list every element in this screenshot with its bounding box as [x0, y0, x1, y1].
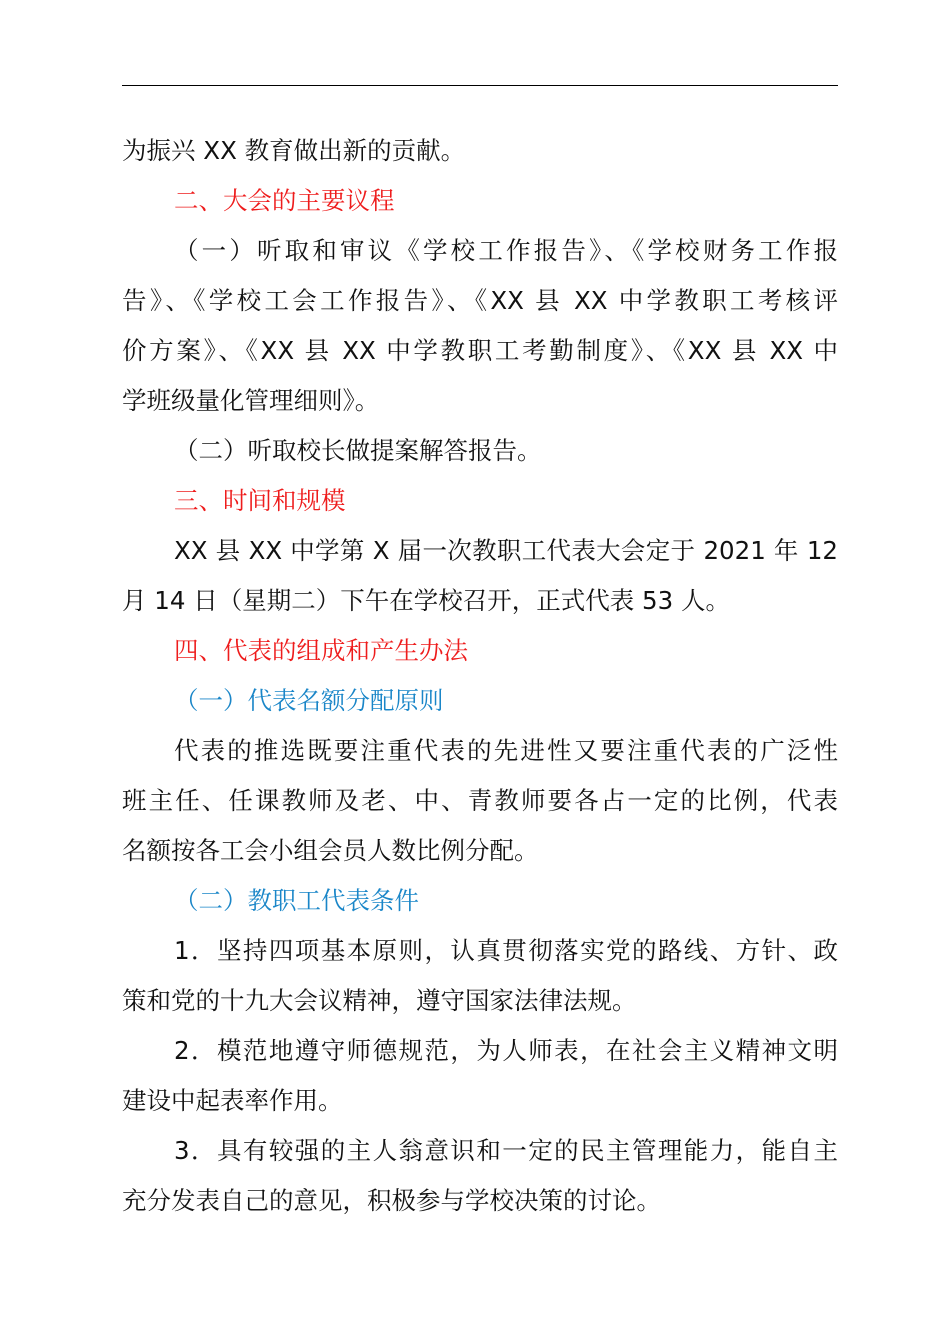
- header-rule: [122, 85, 838, 86]
- quota-line-1: 代表的推选既要注重代表的先进性又要注重代表的广泛性: [174, 736, 838, 765]
- agenda-item-2: （二）听取校长做提案解答报告。: [174, 436, 542, 465]
- agenda-item-1-line-4: 学班级量化管理细则》。: [122, 386, 380, 415]
- condition-1-line-2: 策和党的十九大会议精神，遵守国家法律法规。: [122, 986, 637, 1015]
- condition-2-line-2: 建设中起表率作用。: [122, 1086, 343, 1115]
- condition-3-line-1: 3．具有较强的主人翁意识和一定的民主管理能力，能自主: [174, 1136, 838, 1165]
- quota-line-2: 班主任、任课教师及老、中、青教师要各占一定的比例，代表: [122, 786, 838, 815]
- condition-2-line-1: 2．模范地遵守师德规范，为人师表，在社会主义精神文明: [174, 1036, 838, 1065]
- condition-3-line-2: 充分发表自己的意见，积极参与学校决策的讨论。: [122, 1186, 661, 1215]
- condition-1-line-1: 1．坚持四项基本原则，认真贯彻落实党的路线、方针、政: [174, 936, 838, 965]
- agenda-item-1-line-1: （一）听取和审议《学校工作报告》、《学校财务工作报: [174, 236, 838, 265]
- section-heading-representatives: 四、代表的组成和产生办法: [174, 636, 468, 665]
- section-heading-time-scale: 三、时间和规模: [174, 486, 346, 515]
- time-scale-line-2: 月 14 日（星期二）下午在学校召开，正式代表 53 人。: [122, 586, 730, 615]
- body-line-continuation: 为振兴 XX 教育做出新的贡献。: [122, 136, 466, 165]
- time-scale-line-1: XX 县 XX 中学第 X 届一次教职工代表大会定于 2021 年 12: [174, 536, 838, 565]
- agenda-item-1-line-3: 价方案》、《XX 县 XX 中学教职工考勤制度》、《XX 县 XX 中: [122, 336, 838, 365]
- subsection-heading-conditions: （二）教职工代表条件: [174, 886, 419, 915]
- section-heading-agenda: 二、大会的主要议程: [174, 186, 395, 215]
- subsection-heading-quota: （一）代表名额分配原则: [174, 686, 444, 715]
- agenda-item-1-line-2: 告》、《学校工会工作报告》、《XX 县 XX 中学教职工考核评: [122, 286, 838, 315]
- document-body: [122, 126, 838, 1226]
- quota-line-3: 名额按各工会小组会员人数比例分配。: [122, 836, 539, 865]
